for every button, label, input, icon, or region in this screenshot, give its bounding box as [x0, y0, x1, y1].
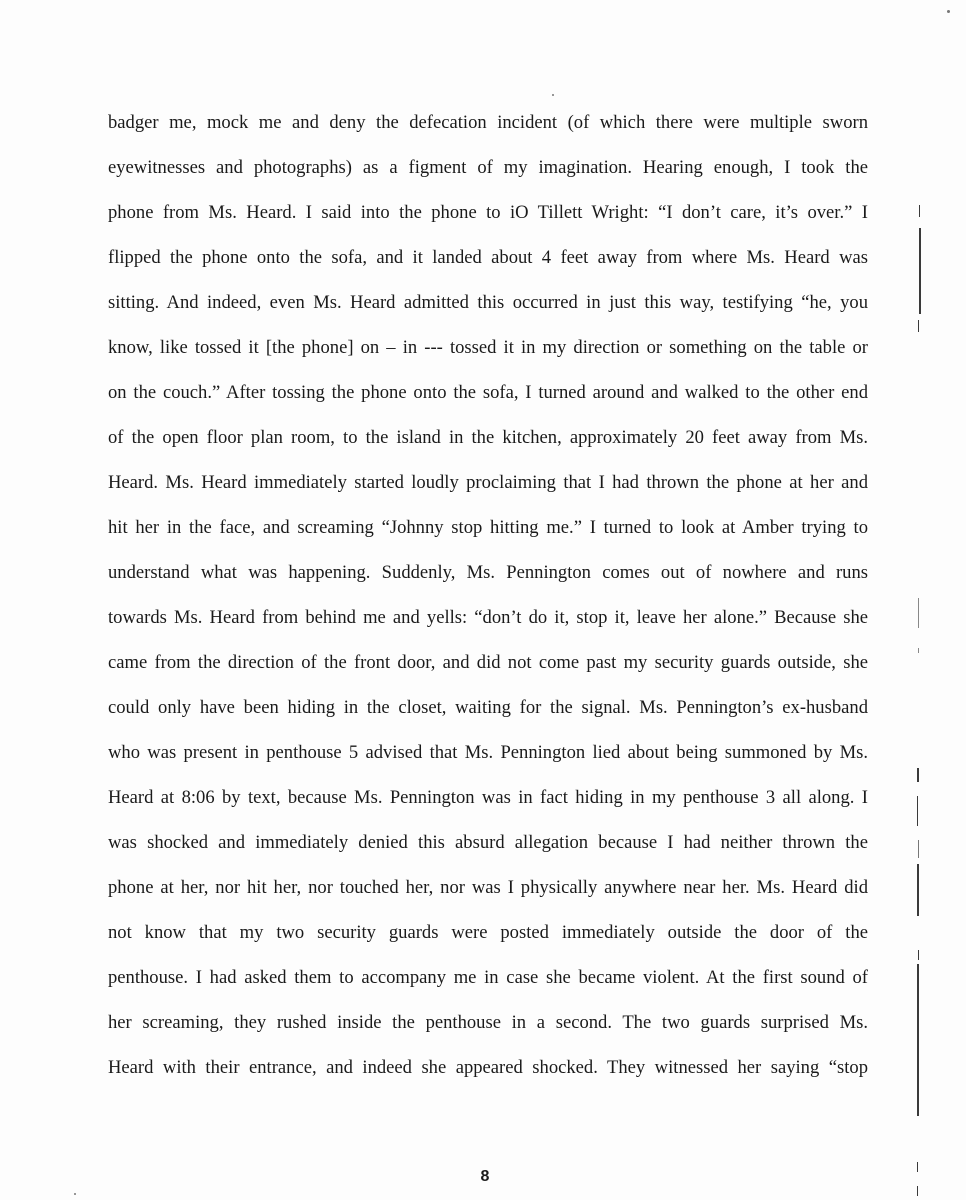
body-text: [108, 100, 868, 1090]
margin-mark: [918, 598, 919, 628]
text-line-18: phone at her, nor hit her, nor touched her, nor was I physically anywhere near her. Ms. Heard did: [108, 877, 868, 898]
text-line-4: flipped the phone onto the sofa, and it landed about 4 feet away from where Ms. Heard was: [108, 247, 868, 268]
margin-mark: [917, 1186, 918, 1196]
margin-mark: [917, 796, 918, 826]
scan-speck: [74, 1193, 76, 1195]
text-line-10: hit her in the face, and screaming “Johnny stop hitting me.” I turned to look at Amber trying to: [108, 517, 868, 538]
text-line-13: came from the direction of the front door, and did not come past my security guards outside, she: [108, 652, 868, 673]
margin-mark: [917, 768, 919, 782]
text-line-5: sitting. And indeed, even Ms. Heard admitted this occurred in just this way, testifying “he, you: [108, 292, 868, 313]
scan-speck: [552, 94, 554, 96]
text-line-11: understand what was happening. Suddenly, Ms. Pennington comes out of nowhere and runs: [108, 562, 868, 583]
text-line-1: badger me, mock me and deny the defecation incident (of which there were multiple sworn: [108, 112, 868, 133]
text-line-15: who was present in penthouse 5 advised that Ms. Pennington lied about being summoned by Ms.: [108, 742, 868, 763]
margin-mark: [919, 205, 920, 217]
margin-mark: [919, 228, 921, 314]
margin-mark: [918, 648, 919, 653]
text-line-7: on the couch.” After tossing the phone onto the sofa, I turned around and walked to the other end: [108, 382, 868, 403]
margin-mark: [917, 864, 919, 916]
margin-mark: [917, 1162, 918, 1172]
text-line-20: penthouse. I had asked them to accompany me in case she became violent. At the first sound of: [108, 967, 868, 988]
scan-speck: [947, 10, 950, 13]
text-line-8: of the open floor plan room, to the island in the kitchen, approximately 20 feet away from Ms.: [108, 427, 868, 448]
text-line-21: her screaming, they rushed inside the penthouse in a second. The two guards surprised Ms.: [108, 1012, 868, 1033]
margin-mark: [918, 840, 919, 858]
text-line-14: could only have been hiding in the closet, waiting for the signal. Ms. Pennington’s ex-husband: [108, 697, 868, 718]
margin-mark: [918, 320, 919, 332]
text-line-2: eyewitnesses and photographs) as a figment of my imagination. Hearing enough, I took the: [108, 157, 868, 178]
text-line-19: not know that my two security guards were posted immediately outside the door of the: [108, 922, 868, 943]
margin-mark: [918, 950, 919, 960]
text-line-22: Heard with their entrance, and indeed she appeared shocked. They witnessed her saying “stop: [108, 1057, 868, 1078]
margin-mark: [917, 964, 919, 1116]
text-line-3: phone from Ms. Heard. I said into the phone to iO Tillett Wright: “I don’t care, it’s over.” I: [108, 202, 868, 223]
text-line-16: Heard at 8:06 by text, because Ms. Pennington was in fact hiding in my penthouse 3 all along. I: [108, 787, 868, 808]
text-line-12: towards Ms. Heard from behind me and yells: “don’t do it, stop it, leave her alone.” Because she: [108, 607, 868, 628]
page-number: 8: [480, 1168, 490, 1185]
text-line-17: was shocked and immediately denied this absurd allegation because I had neither thrown the: [108, 832, 868, 853]
text-line-6: know, like tossed it [the phone] on – in --- tossed it in my direction or something on the table or: [108, 337, 868, 358]
text-line-9: Heard. Ms. Heard immediately started loudly proclaiming that I had thrown the phone at her and: [108, 472, 868, 493]
